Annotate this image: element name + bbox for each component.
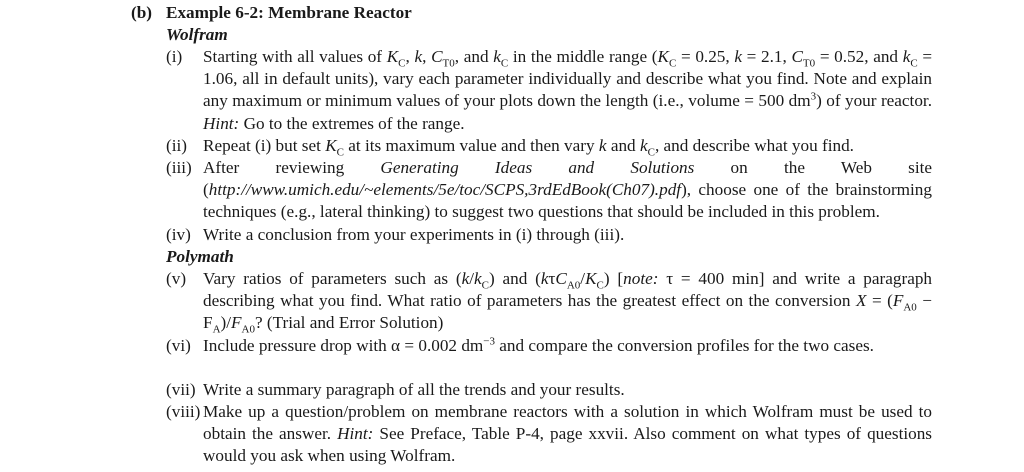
item-number: (iv) bbox=[166, 225, 191, 244]
part-label: (b) bbox=[131, 3, 153, 22]
item-number: (vii) bbox=[166, 380, 196, 399]
list-item-vii bbox=[166, 379, 932, 401]
list-item-ii bbox=[166, 135, 932, 157]
item-number: (i) bbox=[166, 47, 183, 66]
example-heading: Example 6-2: Membrane Reactor bbox=[166, 3, 412, 22]
list-item-vi bbox=[166, 335, 932, 357]
item-number: (iii) bbox=[166, 158, 192, 177]
list-item-v bbox=[166, 268, 932, 335]
item-text: Write a conclusion from your experiments in (i) through (iii). bbox=[203, 225, 625, 244]
list-item-iv bbox=[166, 224, 932, 246]
section-wolfram: Wolfram bbox=[166, 25, 228, 44]
item-text: Vary ratios of parameters such as $(k/k_C)$ and $(k\tau C_{A0}/K_C)$ [note: τ = 400 min] and write a paragraph describing what you find. What ratio of parameters has the greatest effect on the conversion $X = (F_{A0} - F_A)/F_{A0}$? (Trial and Error Solution) bbox=[203, 269, 933, 336]
item-number: (ii) bbox=[166, 136, 187, 155]
item-text: Write a summary paragraph of all the trends and your results. bbox=[203, 380, 625, 399]
list-item-i bbox=[166, 46, 932, 135]
item-number: (v) bbox=[166, 269, 187, 288]
list-item-iii bbox=[166, 157, 932, 224]
item-text: Include pressure drop with α = 0.002 $dm^{-3}$ and compare the conversion profiles for the two cases. bbox=[203, 335, 874, 355]
item-text: Repeat (i) but set $K_C$ at its maximum value and then vary k and $k_C$, and describe what you find. bbox=[203, 136, 854, 159]
item-number: (viii) bbox=[166, 402, 201, 421]
item-text: Starting with all values of $K_C$, k, $C_{T0}$, and $k_C$ in the middle range ($K_C = 0.25$, k = 2.1, $C_{T0} = 0.52$, and $k_C = 1.06$, all in default units), vary each parameter individually and describe what you find. Note and explain any maximum or minimum values of your plots down the length (i.e., volume = 500 $dm^3$) of your reactor. Hint: Go to the extremes of the range. bbox=[203, 47, 933, 133]
item-number: (vi) bbox=[166, 336, 191, 355]
item-text: Make up a question/problem on membrane reactors with a solution in which Wolfram must be used to obtain the answer. Hint: See Preface, Table P-4, page xxvii. Also comment on what types of questions would you ask when using Wolfram. bbox=[203, 402, 932, 466]
item-text: After reviewing Generating Ideas and Solutions on the Web site (http://www.umich.edu/~elements/5e/toc/SCPS,3rdEdBook(Ch07).pdf), choose one of the brainstorming techniques (e.g., lateral thinking) to suggest two questions that should be included in this problem. bbox=[203, 158, 933, 222]
section-polymath: Polymath bbox=[166, 247, 234, 266]
list-item-viii bbox=[166, 401, 932, 468]
